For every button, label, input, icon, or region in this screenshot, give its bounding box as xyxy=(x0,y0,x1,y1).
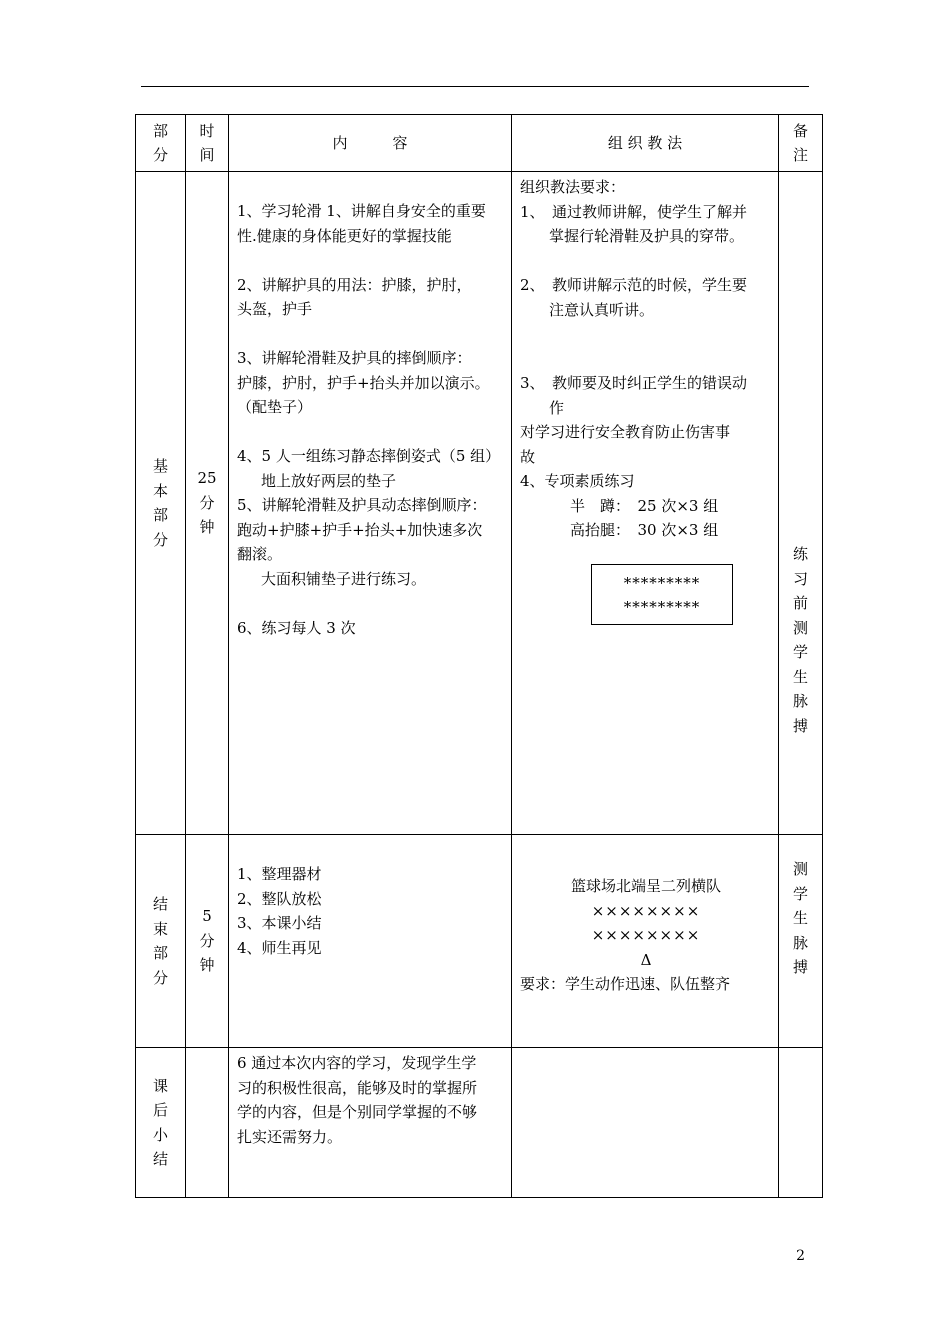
formation-row: ×××××××× xyxy=(591,926,701,944)
method-line: 高抬腿： 30 次×3 组 xyxy=(570,521,719,539)
summary-content xyxy=(229,1048,512,1198)
content-line: 头盔，护手 xyxy=(237,300,313,318)
basic-note: 练 习 前 测 学 生 脉 搏 xyxy=(779,172,823,835)
header-time: 时 间 xyxy=(186,115,229,172)
closing-content xyxy=(229,835,512,1048)
summary-time xyxy=(186,1048,229,1198)
content-line: 2、讲解护具的用法：护膝，护肘， xyxy=(237,275,472,294)
content-line: 1、整理器材 xyxy=(237,865,322,883)
header-note: 备 注 xyxy=(779,115,823,172)
content-line: 学的内容，但是个别同学掌握的不够 xyxy=(237,1103,478,1121)
basic-section-row xyxy=(136,172,823,835)
content-line: 扎实还需努力。 xyxy=(237,1127,343,1146)
content-line: 习的积极性很高，能够及时的掌握所 xyxy=(237,1078,478,1097)
content-line: 6、练习每人 3 次 xyxy=(237,618,356,637)
basic-content xyxy=(229,172,512,835)
summary-note xyxy=(779,1048,823,1198)
content-line: 翻滚。 xyxy=(237,545,283,563)
page-number: 2 xyxy=(796,1248,805,1264)
summary-section-label: 课 后 小 结 xyxy=(136,1048,186,1198)
basic-time: 25 分 钟 xyxy=(186,172,229,835)
content-line: 护膝，护肘，护手+抬头并加以演示。 xyxy=(237,373,490,392)
method-title: 组织教法要求： xyxy=(520,178,626,196)
method-line: 半 蹲： 25 次×3 组 xyxy=(570,496,719,515)
formation-title: 篮球场北端呈二列横队 xyxy=(570,877,721,895)
formation-box xyxy=(591,564,733,625)
summary-section-row xyxy=(136,1048,823,1198)
closing-time: 5 分 钟 xyxy=(186,835,229,1048)
method-line: 作 xyxy=(549,398,565,417)
header-row xyxy=(136,115,823,172)
header-method: 组 织 教 法 xyxy=(512,115,779,172)
closing-section-row xyxy=(136,835,823,1048)
method-requirement: 要求：学生动作迅速、队伍整齐 xyxy=(520,975,731,993)
method-line: 1、 通过教师讲解，使学生了解并 xyxy=(520,202,748,221)
method-line: 对学习进行安全教育防止伤害事 xyxy=(520,423,731,441)
formation-row: ********* xyxy=(623,573,701,592)
basic-section-label: 基 本 部 分 xyxy=(136,172,186,835)
content-line: 3、讲解轮滑鞋及护具的摔倒顺序： xyxy=(237,349,472,367)
method-line: 掌握行轮滑鞋及护具的穿带。 xyxy=(549,227,745,245)
basic-method xyxy=(512,172,779,835)
closing-method xyxy=(512,835,779,1048)
lesson-plan-table xyxy=(135,114,823,1198)
teacher-marker: Δ xyxy=(640,950,652,969)
formation-row: ********* xyxy=(623,597,701,616)
formation-row: ×××××××× xyxy=(591,901,701,920)
content-line: 6 通过本次内容的学习，发现学生学 xyxy=(237,1054,477,1072)
closing-section-label: 结 束 部 分 xyxy=(136,835,186,1048)
method-line: 2、 教师讲解示范的时候，学生要 xyxy=(520,276,748,294)
method-line: 注意认真听讲。 xyxy=(549,300,655,319)
content-line: 性.健康的身体能更好的掌握技能 xyxy=(237,226,452,245)
content-line: 5、讲解轮滑鞋及护具动态摔倒顺序： xyxy=(237,496,487,514)
content-line: （配垫子） xyxy=(237,398,313,416)
content-line: 大面积铺垫子进行练习。 xyxy=(261,569,427,588)
content-line: 2、整队放松 xyxy=(237,889,322,908)
content-line: 地上放好两层的垫子 xyxy=(261,471,397,490)
method-line: 4、专项素质练习 xyxy=(520,472,635,490)
method-line: 3、 教师要及时纠正学生的错误动 xyxy=(520,374,748,392)
content-line: 跑动+护膝+护手+抬头+加快速多次 xyxy=(237,520,483,539)
summary-method xyxy=(512,1048,779,1198)
method-line: 故 xyxy=(520,447,536,466)
header-content: 内 容 xyxy=(229,115,512,172)
content-line: 1、学习轮滑 1、讲解自身安全的重要 xyxy=(237,202,486,220)
header-section: 部 分 xyxy=(136,115,186,172)
content-line: 4、5 人一组练习静态摔倒姿式（5 组） xyxy=(237,447,501,465)
content-line: 3、本课小结 xyxy=(237,914,322,932)
content-line: 4、师生再见 xyxy=(237,938,322,957)
header-rule xyxy=(141,86,809,87)
closing-note: 测 学 生 脉 搏 xyxy=(779,835,823,1048)
